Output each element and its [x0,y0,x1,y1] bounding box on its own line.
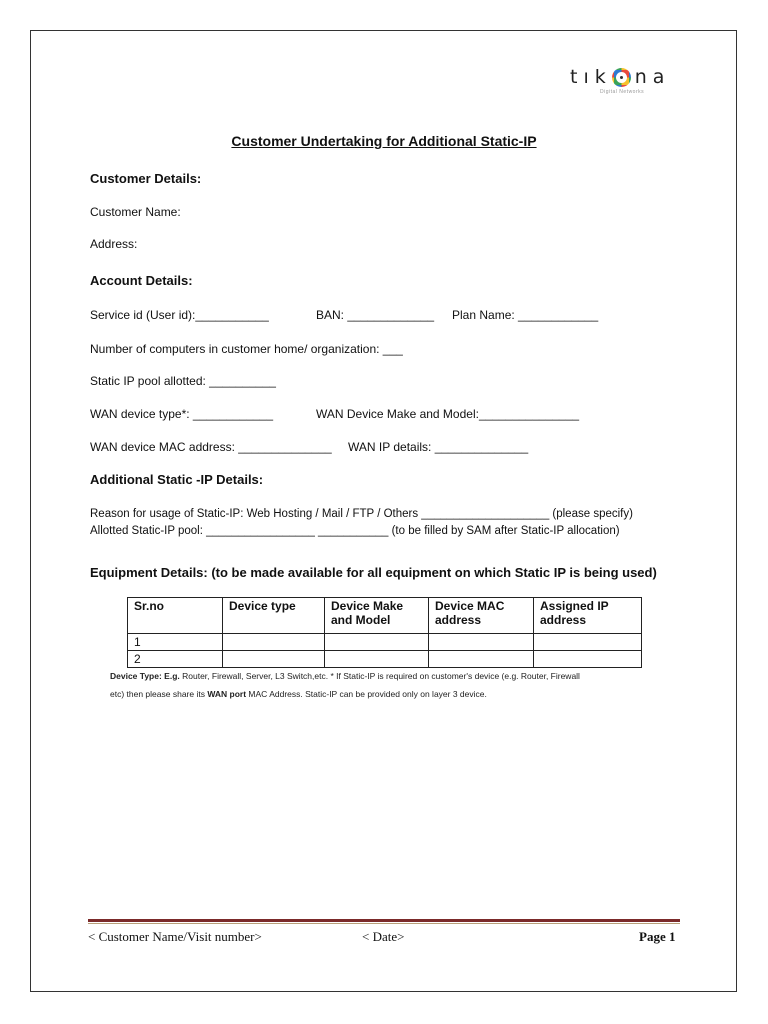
address-label: Address: [90,237,138,251]
wan-mac-field: WAN device MAC address: ______________ [90,440,332,454]
table-row [128,651,642,668]
device-type-note-line2 [110,689,487,699]
device-type-note-line1 [110,671,580,681]
footer-page-number: Page 1 [639,929,676,944]
logo-word-end: na [634,66,671,88]
computers-count-field: Number of computers in customer home/ organization: ___ [90,342,403,356]
table-cell [534,651,642,668]
wan-device-make-field: WAN Device Make and Model:_______________ [316,407,580,421]
static-ip-pool-field: Static IP pool allotted: __________ [90,374,276,388]
logo-word-start: tık [570,66,612,88]
logo-tagline: Digital Networks [600,89,645,95]
table-cell: 1 [128,634,223,651]
account-details-heading: Account Details: [90,273,193,288]
note-text: MAC Address. Static-IP can be provided only on layer 3 device. [246,689,487,699]
col-device-mac: Device MAC address [429,598,534,634]
customer-details-heading: Customer Details: [90,171,202,186]
col-assigned-ip: Assigned IP address [534,598,642,634]
service-id-field: Service id (User id):___________ [90,308,269,322]
reason-for-usage-field: Reason for usage of Static-IP: Web Hosting / Mail / FTP / Others ____________________ (please specify) [90,508,633,520]
col-device-type: Device type [223,598,325,634]
footer-customer-name: < Customer Name/Visit number> [88,929,262,944]
note-text: Router, Firewall, Server, L3 Switch,etc. * If Static-IP is required on customer's device (e.g. Router, Firewall [179,671,580,681]
logo-ring-icon [612,68,631,87]
plan-name-field: Plan Name: ____________ [452,308,599,322]
col-sr-no: Sr.no [128,598,223,634]
table-cell [534,634,642,651]
tikona-logo [570,66,670,95]
additional-static-ip-heading: Additional Static -IP Details: [90,472,264,487]
equipment-details-heading: Equipment Details: (to be made available for all equipment on which Static IP is being used) [90,565,657,580]
wan-ip-field: WAN IP details: ______________ [348,440,529,454]
wan-device-type-field: WAN device type*: ____________ [90,407,274,421]
table-header-row [128,598,642,634]
note-text: etc) then please share its [110,689,208,699]
note-bold-wan-port: WAN port [207,689,247,699]
customer-name-label: Customer Name: [90,205,181,219]
table-cell [325,634,429,651]
footer-date: < Date> [362,929,405,944]
allotted-pool-field: Allotted Static-IP pool: _________________ ___________ (to be filled by SAM after Static-IP allocation) [90,525,620,537]
footer-divider-thin [88,923,680,924]
table-cell [429,634,534,651]
ban-field: BAN: _____________ [316,308,435,322]
table-cell: 2 [128,651,223,668]
document-title: Customer Undertaking for Additional Static-IP [231,133,537,149]
table-cell [223,634,325,651]
table-row [128,634,642,651]
table-cell [223,651,325,668]
equipment-table [127,597,642,668]
footer-divider [88,919,680,922]
note-bold-label: Device Type: E.g. [110,671,180,681]
col-device-make: Device Make and Model [325,598,429,634]
table-cell [429,651,534,668]
table-cell [325,651,429,668]
